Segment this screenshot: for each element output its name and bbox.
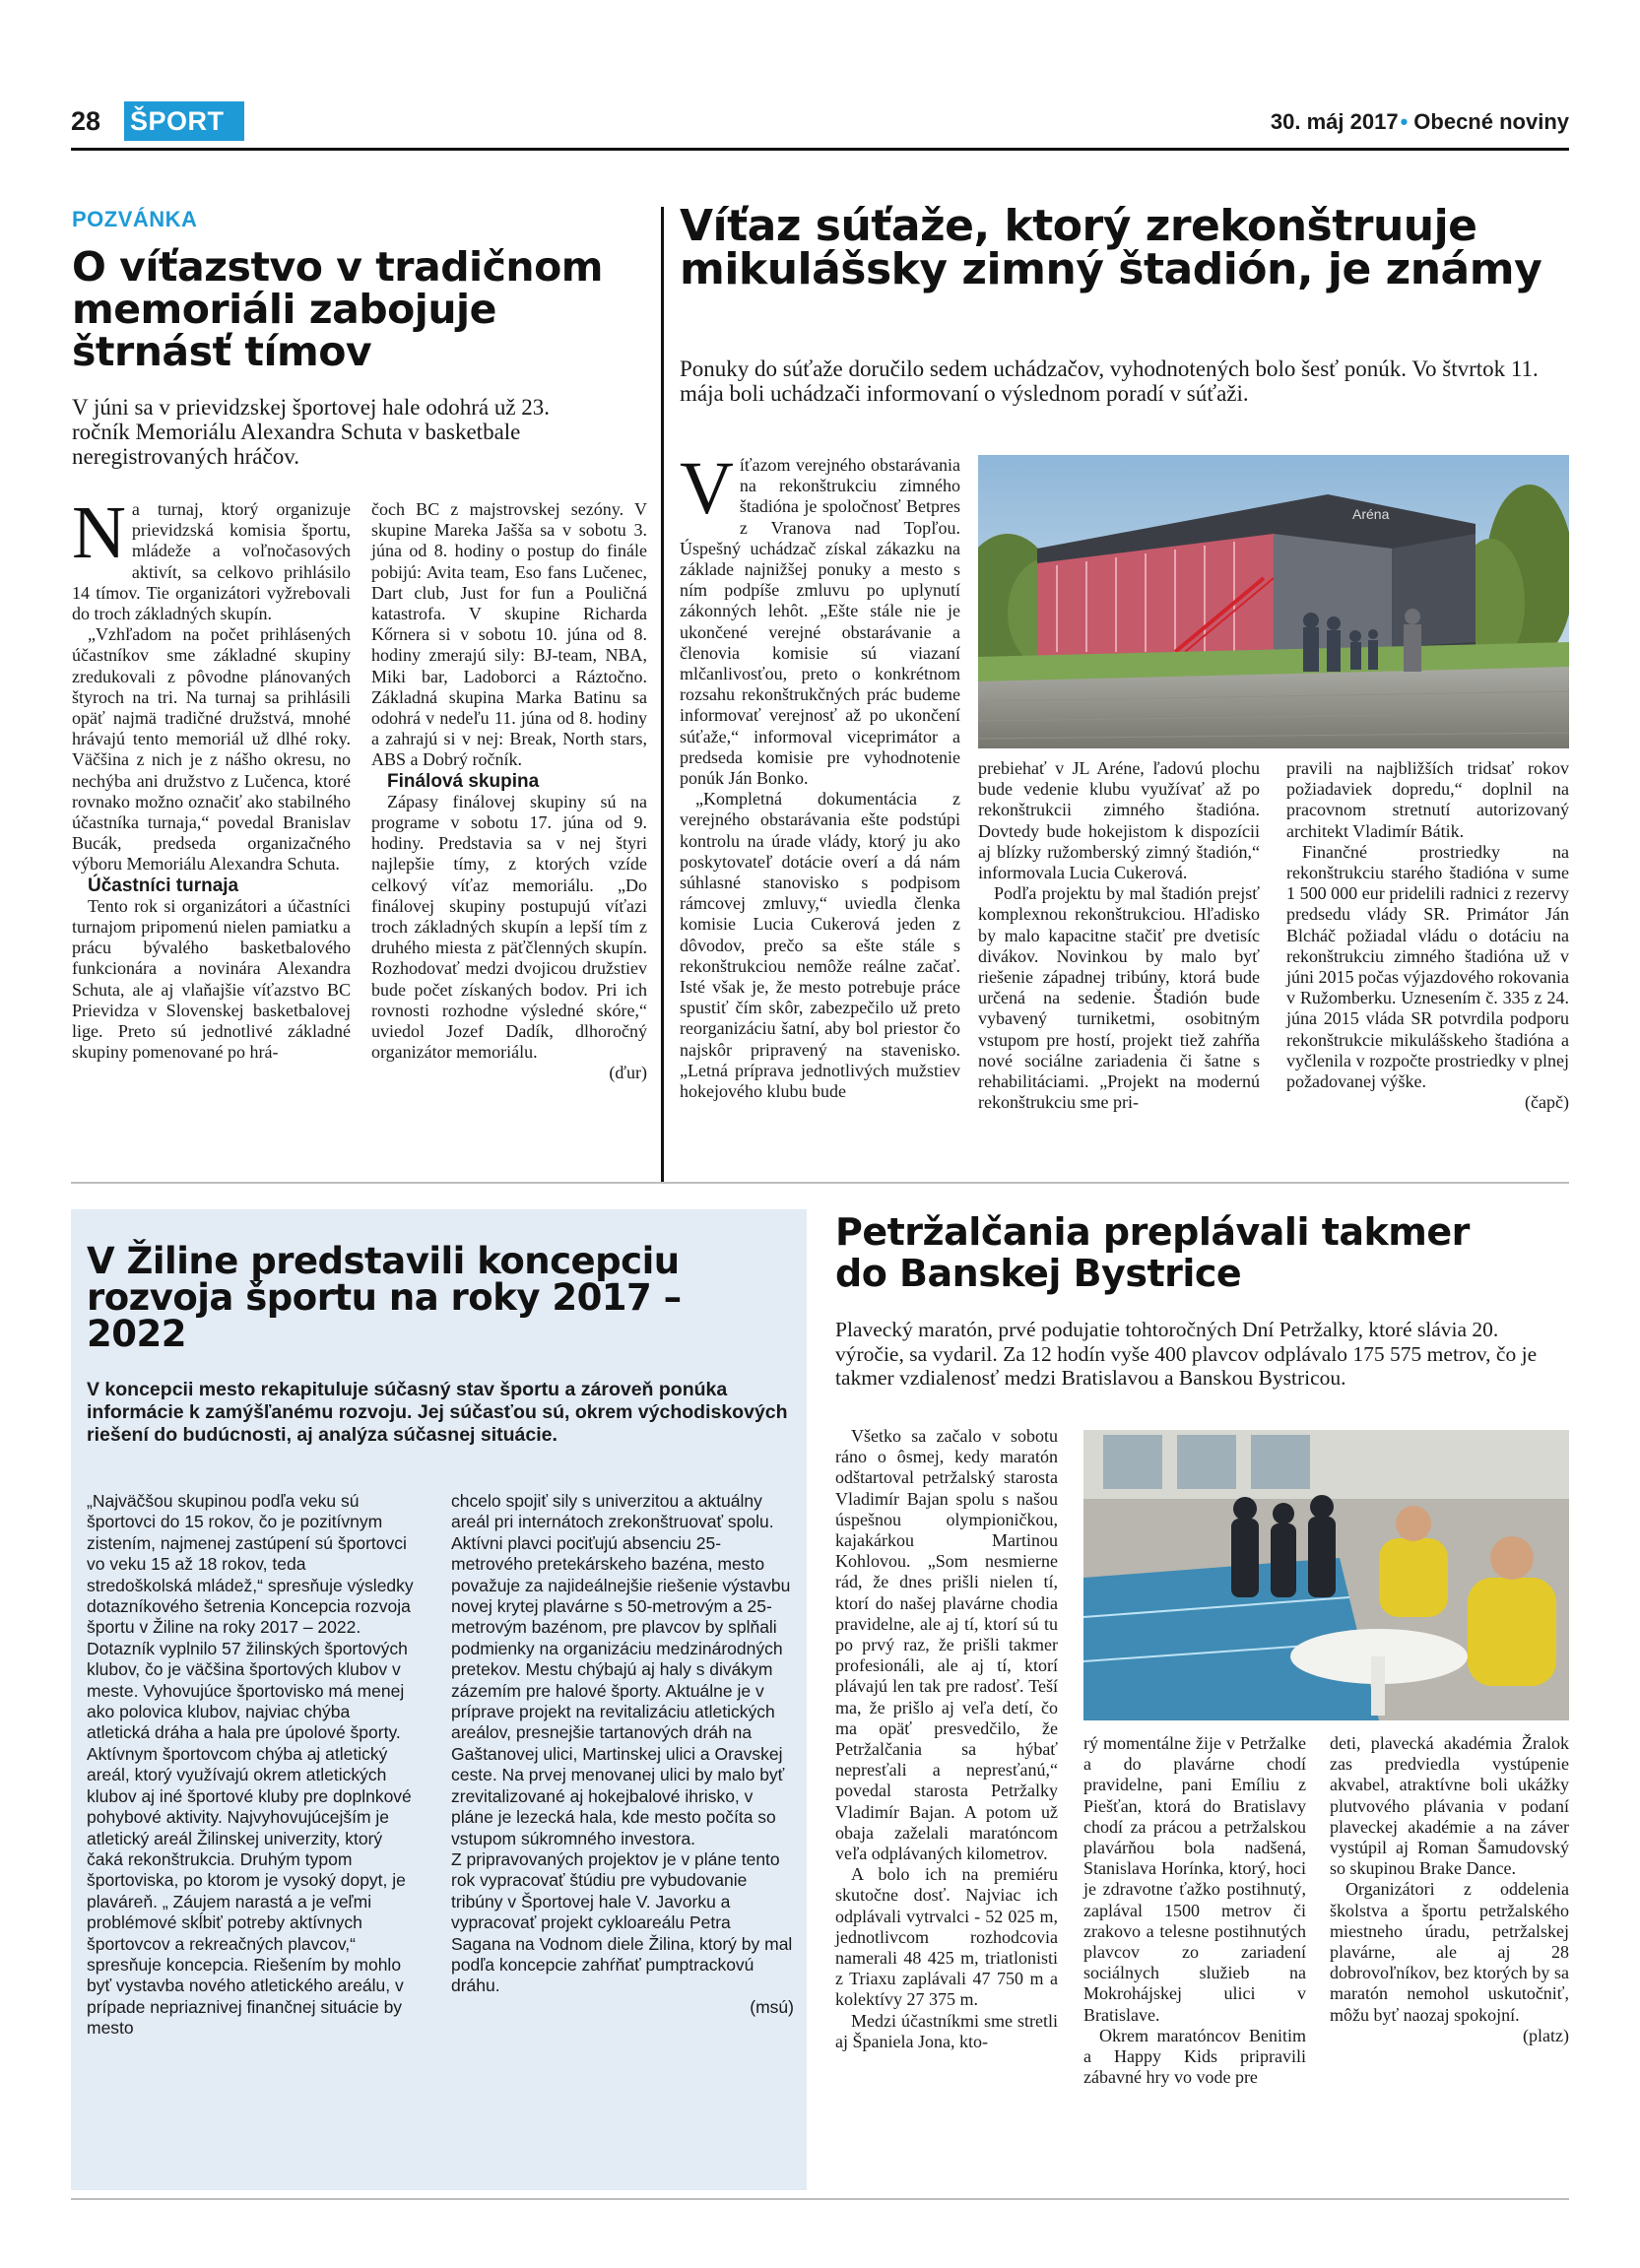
article1-kicker: POZVÁNKA (72, 207, 198, 231)
page-bottom-rule (71, 2198, 1569, 2200)
article2-col1-paragraph-2: „Kompletná dokumentácia z verejného obstarávania ešte podstúpi kontrolu na úrade vlády, ktorý ju ako poskytovateľ dotácie overí a dá nám súhlasné stanovisko s podpisom rámcovej zmluvy,“ uviedla členka komisie Lucia Cukerová jeden z dôvodov, prečo sa ešte stále s rekonštrukciou nemôže reálne začať. Isté však je, že mesto potrebuje práce spustiť čím skôr, zabezpečilo už preto reorganizáciu šatní, aby bol priestor čo najskôr pripravený na stavenisko. „Letná príprava jednotlivých mužstiev hokejového klubu bude (680, 789, 960, 1102)
arena-sign-text: Aréna (1352, 506, 1390, 522)
article4-col2-paragraph-1: rý momentálne žije v Petržalke a do plavárne chodí pravidelne, pani Emíliu z Piešťan, ktorá do Bratislavy chodí za prácou a petržalskou plavárňou bola nadšená, Stanislava Horínka, ktorý, hoci je zdravotne ťažko postihnutý, zaplával 1500 metrov či zrakovo a telesne postihnutých plavcov zo zariadení sociálnych služieb na Mokrohájskej ulici v Bratislave. (1083, 1733, 1306, 2025)
article3-headline: V Žiline predstavili koncepciu rozvoja športu na roky 2017 – 2022 (87, 1240, 682, 1355)
article1-col2-paragraph-2: Zápasy finálovej skupiny sú na programe v sobotu 17. júna od 9. hodiny. Predstavia sa v nej štyri najlepšie tímy, z ktorých vzíde celkový víťaz memoriálu. „Do finálovej skupiny postupujú víťazi troch základných skupín a lepší tím z druhého miesta z päťčlenných skupín. Rozhodovať medzi dvojicou družstiev bude počet získaných bodov. Pri ich rovnosti rozhodne výsledné skóre,“ uviedol Jozef Dadík, dlhoročný organizátor memoriálu. (371, 791, 647, 1063)
article1-drop-cap: N (72, 491, 126, 574)
article4-headline: Petržalčania preplávali takmer do Banskej Bystrice (835, 1210, 1470, 1295)
article1-col2-paragraph-1: čoch BC z majstrovskej sezóny. V skupine Mareka Jašša sa v sobotu 3. júna od 8. hodiny o postup do finále pobijú: Avita team, Eso fans Lučenec, Dart club, Just for fun a Pouličná katastrofa. V skupine Richarda Kőrnera si v sobotu 10. júna od 8. hodiny zmerajú sily: BJ-team, NBA, Miki bar, Ladoborci a Ráztočno. Základná skupina Marka Batinu sa odohrá v nedeľu 11. júna od 8. hodiny a zahrajú si v nej: Break, North stars, ABS a Dobrý ročník. (371, 499, 647, 770)
article1-column-2 (371, 499, 647, 1084)
article3-column-1 (87, 1491, 416, 2040)
header-rule (71, 148, 1569, 151)
page-number: 28 (71, 106, 101, 136)
article2-signature: (čapč) (1525, 1092, 1569, 1113)
publication-name: Obecné noviny (1413, 109, 1569, 134)
article4-column-3 (1330, 1733, 1569, 2046)
article2-col3-paragraph-2: Finančné prostriedky na rekonštrukciu starého štadióna v sume 1 500 000 eur pridelili radnici z rezervy predsedu vlády SR. Primátor Ján Blcháč požiadal vládu o dotáciu na rekonštrukciu zimného štadióna už v júni 2015 počas výjazdového rokovania v Ružomberku. Uznesením č. 335 z 24. júna 2015 vláda SR potvrdila podporu rekonštrukcie mikulášskeho štadióna a vyčlenila v rozpočte prostriedky v plnej požadovanej výške. (1286, 841, 1569, 1092)
article1-col1-paragraph-2: „Vzhľadom na počet prihlásených účastníkov sme základné skupiny zredukovali z pôvodne plánovaných štyroch na tri. Na turnaj sa prihlásili opäť najmä tradičné družstvá, mnohé hrávajú tento memoriál už dlhé roky. Väčšina z nich je z nášho okresu, no nechýba ani družstvo z Lučenca, ktoré rovnako možno označiť ako stabilného účastníka turnaja,“ povedal Branislav Bucák, predseda organizačného výboru Memoriálu Alexandra Schuta. (72, 624, 351, 875)
article3-lead: V koncepcii mesto rekapituluje súčasný stav športu a zároveň ponúka informácie k zamýšľanému rozvoju. Jej súčasťou sú, okrem východiskových riešení do budúcnosti, aj analýza súčasnej situácie. (87, 1379, 788, 1446)
article4-column-2 (1083, 1733, 1306, 2088)
article2-headline: Víťaz súťaže, ktorý zrekonštruuje mikulášsky zimný štadión, je známy (680, 201, 1542, 294)
article2-drop-cap: V (680, 447, 734, 530)
issue-date: 30. máj 2017 (1270, 109, 1399, 134)
article3-column-2 (451, 1491, 794, 2018)
article4-column-1 (835, 1426, 1058, 2052)
article1-lead: V júni sa v prievidzskej športovej hale odohrá už 23. ročník Memoriálu Alexandra Schuta v basketbale neregistrovaných hráčov. (72, 395, 551, 469)
article2-col2-paragraph-1: prebiehať v JL Aréne, ľadovú plochu bude vedenie klubu využívať až po rekonštrukcii zimného štadióna. Dovtedy bude hokejistom k dispozícii aj blízky ružomberský zimný štadión,“ informovala Lucia Cukerová. (978, 758, 1260, 883)
article4-col1-paragraph-3: Medzi účastníkmi sme stretli aj Španiela Jona, kto- (835, 2010, 1058, 2051)
pool-illustration (1083, 1430, 1569, 1720)
article4-col1-paragraph-2: A bolo ich na premiéru skutočne dosť. Najviac ich odplávali vytrvalci - 52 025 m, jednotlivcom rozhodcovia namerali 48 425 m, triatlonisti z Triaxu zaplávali 47 750 m a kolektívy 27 375 m. (835, 1864, 1058, 2010)
section-title: ŠPORT (130, 106, 225, 136)
article1-col1-paragraph-3: Tento rok si organizátori a účastníci turnajom pripomenú nielen pamiatku a prácu bývalého basketbalového funkcionára a novinára Alexandra Schuta, ale aj vlaňajšie víťazstvo BC Prievidza v Slovenskej basketbalovej lige. Preto sú jednotlivé základné skupiny pomenované po hrá- (72, 895, 351, 1063)
section-rule-middle (71, 1182, 1569, 1184)
article2-col2-paragraph-2: Podľa projektu by mal štadión prejsť komplexnou rekonštrukciou. Hľadisko by malo kapacitne stačiť pre dvetisíc divákov. Novinkou by malo byť riešenie západnej tribúny, ktorá bude určená na sedenie. Štadión bude vybavený turniketmi, osobitným vstupom pre hostí, projekt tiež zahŕňa nové sociálne zariadenia či šatne s rehabilitáciami. „Projekt na modernú rekonštrukciu sme pri- (978, 883, 1260, 1113)
article1-signature: (ďur) (609, 1063, 647, 1083)
article2-col1-paragraph-1: íťazom verejného obstarávania na rekonštrukciu zimného štadióna je spoločnosť Betpres z Vranova nad Topľou. Úspešný uchádzač získal zákazku na základe najnižšej ponuky a mesto s ním podpíše zmluvu po uplynutí zákonných lehôt. „Ešte stále nie je ukončené verejné obstarávanie a členovia komisie sú viazaní mlčanlivosťou, preto o konkrétnom rozsahu rekonštrukčných prác budeme informovať verejnosť až po ukončení súťaže,“ informoval viceprimátor a predseda komisie pre vyhodnotenie ponúk Ján Bonko. (680, 455, 960, 789)
section-badge (124, 101, 244, 141)
article4-col3-paragraph-1: deti, plavecká akadémia Žralok zas predviedla vystúpenie akvabel, atraktívne boli ukážky plutvového plávania v podaní plaveckej akadémie a na záver vystúpil aj Roman Šamudovský so skupinou Brake Dance. (1330, 1733, 1569, 1879)
swimming-marathon-photo (1083, 1430, 1569, 1720)
article3-col2-paragraph-1: chcelo spojiť sily s univerzitou a aktuálny areál pri internátoch zrekonštruovať spolu. Aktívni plavci pociťujú absenciu 25-metrového pretekárskeho bazéna, mesto považuje za najideálnejšie riešenie výstavbu novej krytej plavárne s 50-metrovým a 25-metrovým bazénom, pre plavcov by splňali podmienky na organizáciu medzinárodných pretekov. Mestu chýbajú aj haly s divákym zázemím pre halové športy. Aktuálne je v príprave projekt na revitalizáciu atletických areálov, presnejšie tartanových dráh na Gaštanovej ulici, Martinskej ulici a Oravskej ceste. Na prvej menovanej ulici by malo byť zrevitalizované aj hokejbalové ihrisko, v pláne je lezecká hala, kde mesto počíta so vstupom súkromného investora. (451, 1491, 791, 1848)
article2-column-2 (978, 758, 1260, 1113)
article3-signature: (msú) (750, 1996, 794, 2017)
article1-subhead-participants: Účastníci turnaja (88, 875, 239, 896)
stadium-rendering-image (978, 455, 1569, 748)
article1-col1-paragraph-1: a turnaj, ktorý organizuje prievidzská komisia športu, mládeže a voľnočasových aktivít, sa celkovo prihlásilo 14 tímov. Tie organizátori vyžrebovali do troch základných skupín. (72, 499, 351, 624)
header-bullet: • (1400, 109, 1409, 134)
article3-col1-paragraph: „Najväčšou skupinou podľa veku sú športovci do 15 rokov, čo je pozitívnym zistením, najmenej zastúpení sú športovci vo veku 15 až 18 rokov, teda stredoškolská mládež,“ spresňuje výsledky dotazníkového šetrenia Koncepcia rozvoja športu v Žiline na roky 2017 – 2022. Dotazník vyplnilo 57 žilinských športových klubov, čo je väčšina športových klubov v meste. Vyhovujúce športovisko má menej ako polovica klubov, najviac chýba atletická dráha a hala pre úpolové športy. Aktívnym športovcom chýba aj atletický areál, ktorý využívajú okrem atletických klubov aj iné športové kluby pre doplnkové pohybové aktivity. Najvyhovujúcejším je atletický areál Žilinskej univerzity, ktorý čaká rekonštrukcia. Druhým typom športoviska, po ktorom je vysoký dopyt, je plaváreň. „ Záujem narastá a je veľmi problémové skĺbiť potreby aktívnych športovcov a rekreačných plavcov,“ spresňuje koncepcia. Riešením by mohlo byť vystavba nového atletického areálu, v prípade nepriaznivej finančnej situácie by mesto (87, 1491, 414, 2039)
article2-column-3 (1286, 758, 1569, 1113)
article1-subhead-final-group: Finálová skupina (387, 770, 540, 792)
article1-headline: O víťazstvo v tradičnom memoriáli zabojuje štrnásť tímov (72, 243, 603, 375)
article3-col2-paragraph-2: Z pripravovaných projektov je v pláne tento rok vypracovať štúdiu pre vybudovanie tribúny v Športovej hale V. Javorku a vypracovať projekt cykloareálu Petra Sagana na Vodnom diele Žilina, ktorý by mal podľa koncepcie zahŕňať pumptrackovú dráhu. (451, 1848, 793, 1996)
article4-col2-paragraph-2: Okrem maratóncov Benitim a Happy Kids pripravili zábavné hry vo vode pre (1083, 2025, 1306, 2088)
article2-column-1 (680, 447, 960, 1102)
column-divider (661, 207, 664, 1182)
header-dateline (1271, 109, 1569, 135)
article4-lead: Plavecký maratón, prvé podujatie tohtoročných Dní Petržalky, ktoré slávia 20. výročie, sa vydaril. Za 12 hodín vyše 400 plavcov odplávalo 175 575 metrov, čo je takmer vzdialenosť medzi Bratislavou a Banskou Bystricou. (835, 1318, 1538, 1390)
article2-lead: Ponuky do súťaže doručilo sedem uchádzačov, vyhodnotených bolo šesť ponúk. Vo štvrtok 11. mája boli uchádzači informovaní o výslednom poradí v súťaži. (680, 356, 1539, 406)
article4-col1-paragraph-1: Všetko sa začalo v sobotu ráno o ôsmej, kedy maratón odštartoval petržalský starosta Vladimír Bajan spolu s našou úspešnou olympioničkou, kajakárkou Martinou Kohlovou. „Som nesmierne rád, že dnes prišli nielen tí, ktorí do našej plavárne chodia pravidelne, ale aj tí, ktorí sú tu po prvý raz, že prišli takmer profesionáli, ale aj tí, ktorí plávajú len tak pre radosť. Teší ma, že prišlo aj veľa detí, čo ma opäť presvedčilo, že Petržalčania sa hýbať nepresťali a nepresťanú,“ povedal starosta Petržalky Vladimír Bajan. A potom už obaja zaželali maratóncom veľa odplávaných kilometrov. (835, 1426, 1058, 1864)
article2-col3-paragraph-1: pravili na najbližších tridsať rokov požiadaviek dopredu,“ doplnil na pracovnom stretnutí autorizovaný architekt Vladimír Bátik. (1286, 758, 1569, 841)
article4-col3-paragraph-2: Organizátori z oddelenia školstva a športu petržalského miestneho úradu, petržalskej plavárne, ale aj 28 dobrovoľníkov, bez ktorých by sa maratón nemohol uskutočniť, môžu byť naozaj spokojní. (1330, 1879, 1569, 2025)
article4-signature: (platz) (1523, 2025, 1569, 2045)
stadium-illustration (978, 455, 1569, 748)
article1-column-1 (72, 491, 351, 1063)
